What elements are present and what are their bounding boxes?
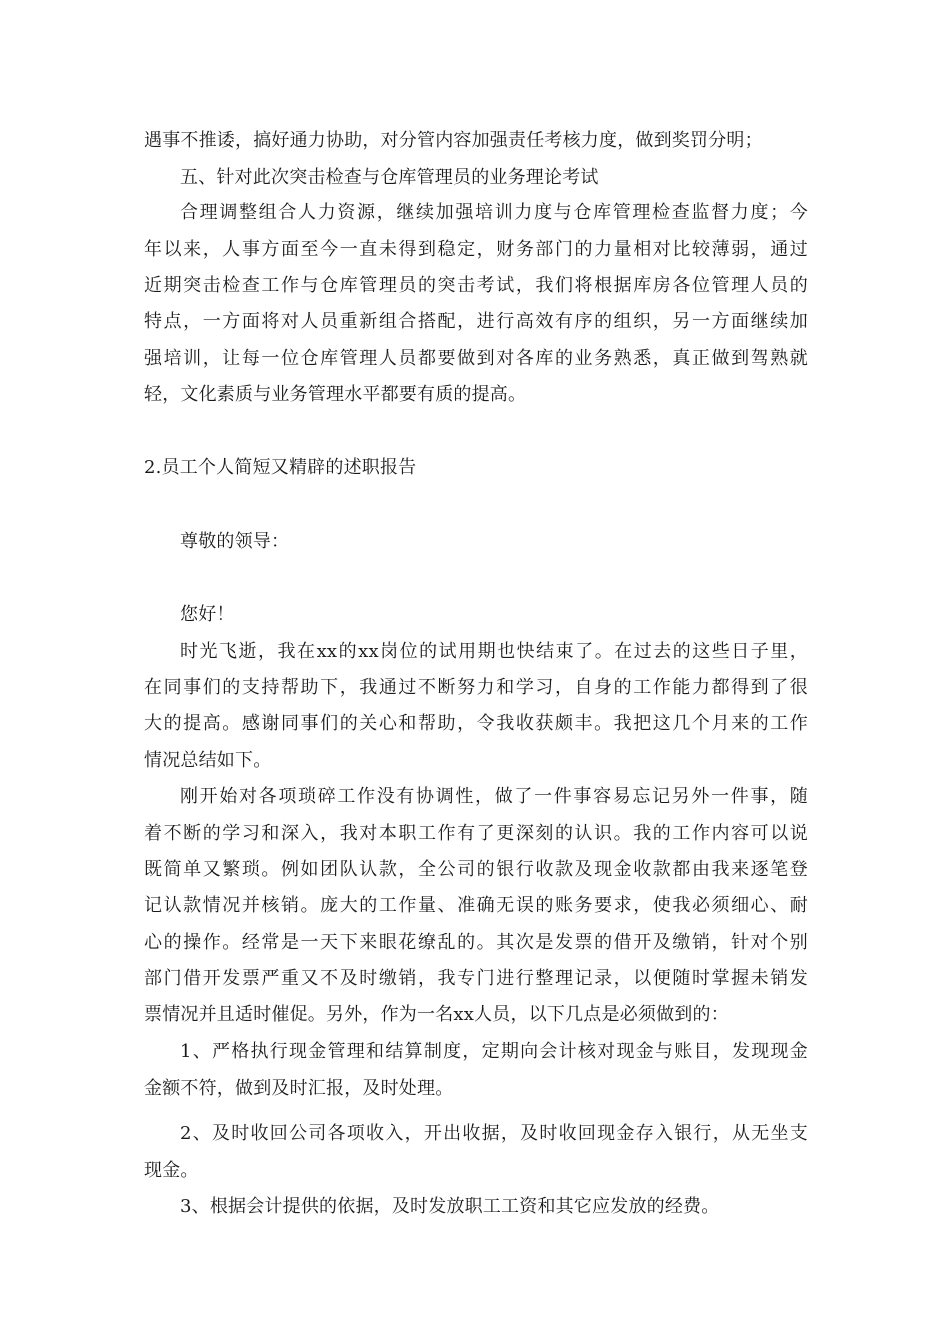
text-line: 票情况并且适时催促。另外，作为一名xx人员，以下几点是必须做到的：: [144, 1004, 729, 1025]
text-line: 大的提高。感谢同事们的关心和帮助，令我收获颇丰。我把这几个月来的工作: [144, 713, 808, 734]
list-item-line: 现金。: [144, 1160, 199, 1181]
greeting: 您好！: [180, 604, 235, 625]
text-line: 部门借开发票严重又不及时缴销，我专门进行整理记录，以便随时掌握未销发: [144, 968, 808, 989]
text-line: 记认款情况并核销。庞大的工作量、准确无误的账务要求，使我必须细心、耐: [144, 895, 808, 916]
text-line: 遇事不推诿，搞好通力协助，对分管内容加强责任考核力度，做到奖罚分明；: [144, 130, 763, 151]
list-item-line: 1、严格执行现金管理和结算制度，定期向会计核对现金与账目，发现现金: [180, 1041, 808, 1062]
text-line: 在同事们的支持帮助下，我通过不断努力和学习，自身的工作能力都得到了很: [144, 677, 808, 698]
report-title: 2.员工个人简短又精辟的述职报告: [144, 457, 417, 478]
salutation: 尊敬的领导：: [180, 531, 290, 552]
text-line: 时光飞逝，我在xx的xx岗位的试用期也快结束了。在过去的这些日子里，: [180, 641, 808, 662]
text-line: 合理调整组合人力资源，继续加强培训力度与仓库管理检查监督力度；今: [180, 202, 808, 223]
list-item-line: 2、及时收回公司各项收入，开出收据，及时收回现金存入银行，从无坐支: [180, 1123, 808, 1144]
text-line: 着不断的学习和深入，我对本职工作有了更深刻的认识。我的工作内容可以说: [144, 823, 808, 844]
text-line: 情况总结如下。: [144, 750, 272, 771]
list-item-line: 3、根据会计提供的依据，及时发放职工工资和其它应发放的经费。: [180, 1196, 720, 1217]
text-line: 近期突击检查工作与仓库管理员的突击考试，我们将根据库房各位管理人员的: [144, 275, 808, 296]
text-line: 刚开始对各项琐碎工作没有协调性，做了一件事容易忘记另外一件事，随: [180, 786, 808, 807]
text-line: 轻，文化素质与业务管理水平都要有质的提高。: [144, 384, 527, 405]
section-heading: 五、针对此次突击检查与仓库管理员的业务理论考试: [180, 167, 599, 188]
text-line: 强培训，让每一位仓库管理人员都要做到对各库的业务熟悉，真正做到驾熟就: [144, 348, 808, 369]
text-line: 心的操作。经常是一天下来眼花缭乱的。其次是发票的借开及缴销，针对个别: [144, 932, 808, 953]
list-item-line: 金额不符，做到及时汇报，及时处理。: [144, 1078, 454, 1099]
text-line: 既简单又繁琐。例如团队认款，全公司的银行收款及现金收款都由我来逐笔登: [144, 859, 808, 880]
text-line: 年以来，人事方面至今一直未得到稳定，财务部门的力量相对比较薄弱，通过: [144, 239, 808, 260]
text-line: 特点，一方面将对人员重新组合搭配，进行高效有序的组织，另一方面继续加: [144, 311, 808, 332]
